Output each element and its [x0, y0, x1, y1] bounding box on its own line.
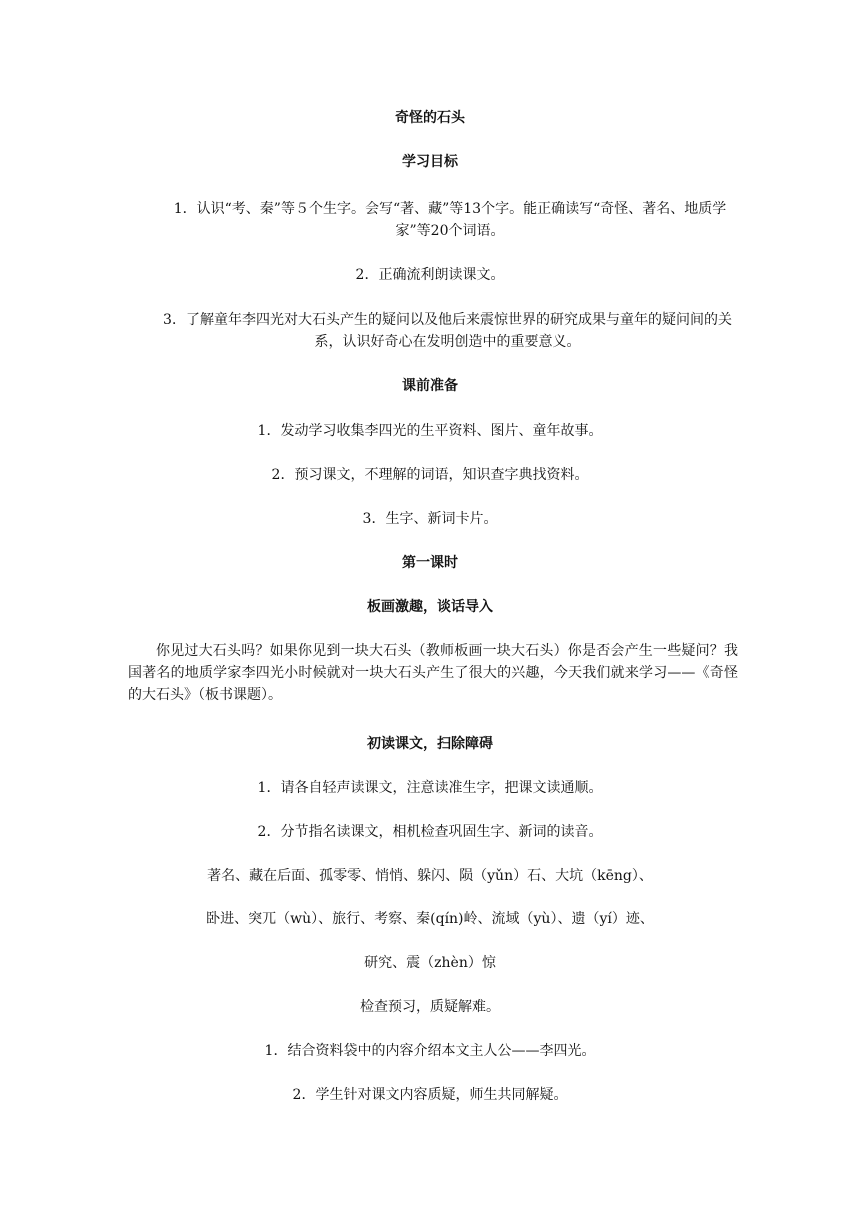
- intro-paragraph: 你见过大石头吗？如果你见到一块大石头（教师板画一块大石头）你是否会产生一些疑问？我国著名的地质学家李四光小时候就对一块大石头产生了很大的兴趣，今天我们就来学习——《奇怪的大石头》（板书课题）。: [128, 643, 738, 703]
- check-item-1: 1．结合资料袋中的内容介绍本文主人公——李四光。: [264, 1043, 596, 1059]
- section-heading-preparation: 课前准备: [402, 378, 458, 394]
- subheading-intro: 板画激趣，谈话导入: [367, 599, 493, 615]
- section-heading-lesson1: 第一课时: [402, 555, 458, 571]
- section-heading-learning-goals: 学习目标: [402, 154, 458, 170]
- preparation-item-1: 1．发动学习收集李四光的生平资料、图片、童年故事。: [257, 423, 603, 439]
- reading-item-1: 1．请各自轻声读课文，注意读准生字，把课文读通顺。: [257, 780, 603, 796]
- page-title: 奇怪的石头: [395, 110, 465, 126]
- check-heading: 检查预习，质疑解难。: [360, 999, 500, 1015]
- learning-goal-1: 1．认识“考、秦”等５个生字。会写“著、藏”等13个字。能正确读写“奇怪、著名、地质学家”等20个词语。: [173, 201, 727, 239]
- vocab-line-1: 著名、藏在后面、孤零零、悄悄、躲闪、陨（yǔn）石、大坑（kēng）、: [207, 868, 653, 884]
- learning-goal-3: 3．了解童年李四光对大石头产生的疑问以及他后来震惊世界的研究成果与童年的疑问间的关系，认识好奇心在发明创造中的重要意义。: [163, 312, 732, 350]
- subheading-reading: 初读课文，扫除障碍: [367, 736, 493, 752]
- vocab-line-2: 卧进、突兀（wù）、旅行、考察、秦(qín)岭、流域（yù）、遗（yí）迹、: [206, 911, 654, 927]
- check-item-2: 2．学生针对课文内容质疑，师生共同解疑。: [292, 1087, 568, 1103]
- learning-goal-2: 2．正确流利朗读课文。: [355, 267, 505, 283]
- reading-item-2: 2．分节指名读课文，相机检查巩固生字、新词的读音。: [257, 824, 603, 840]
- preparation-item-2: 2．预习课文，不理解的词语，知识查字典找资料。: [271, 467, 589, 483]
- vocab-line-3: 研究、震（zhèn）惊: [364, 955, 496, 971]
- preparation-item-3: 3．生字、新词卡片。: [362, 511, 498, 527]
